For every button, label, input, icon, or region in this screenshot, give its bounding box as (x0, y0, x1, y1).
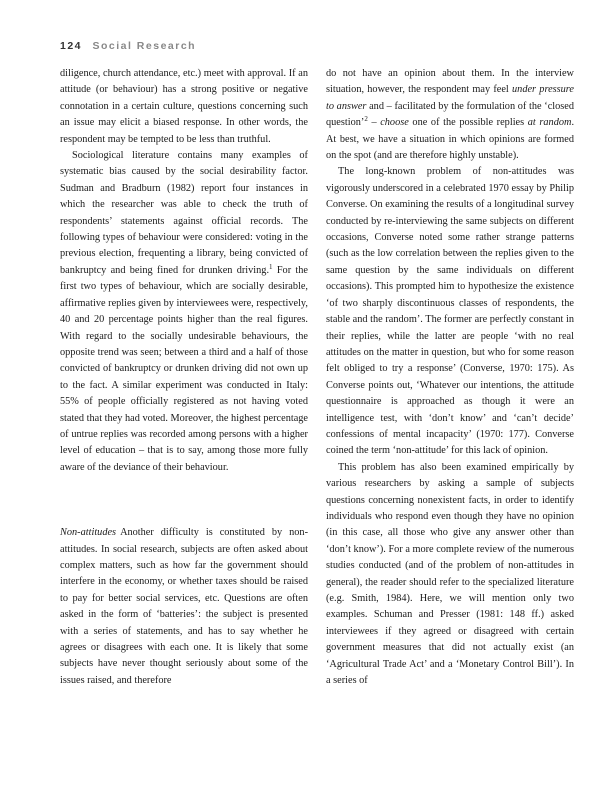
text-span: and – facilitated by the formulation of the ‘closed question’ (326, 100, 574, 129)
section-heading: Non-attitudes (60, 527, 117, 539)
text-span: do not have an opinion about them. In the interview situation, however, the respondent may feel (326, 68, 574, 96)
paragraph (60, 148, 308, 476)
text-span: one of the possible replies (408, 117, 528, 129)
text-span: For the first two types of behaviour, which are socially desirable, affirmative replies given by interviewees were, respectively, 40 and 20 percentage points higher than the real figures. With regard to the socially undesirable behaviours, the opposite trend was seen; between a third and a half of those convicted of bankruptcy or drunken driving did not own up to the fact. A similar experiment was conducted in Italy: 55% of people officially registered as not having voted stated that they had voted. Moreover, the highest percentage of untrue replies was recorded among persons with a higher level of education – that is to say, among those more fully aware of the deviance of their behaviour. (60, 264, 308, 473)
text-span: – (367, 117, 381, 129)
emphasis: under pressure to answer (326, 84, 574, 112)
left-column (60, 66, 308, 689)
text-span: Another difficulty is constituted by non-attitudes. In social research, subjects are often asked about complex matters, such as how far the government should interfere in the economy, or whether taxes should be raised to pay for better social services, etc. Questions are often asked in the form of ‘batteries’: the subject is presented with a series of statements, and has to say whether he agrees or disagrees with each one. It is likely that some subjects have never thought seriously about some of the issues raised, and therefore (60, 527, 308, 686)
footnote-marker: 1 (269, 262, 273, 271)
text-span: . At best, we have a situation in which opinions are formed on the spot (and are therefore highly unstable). (326, 117, 575, 162)
section-gap (60, 476, 308, 525)
right-column (326, 66, 574, 689)
paragraph (326, 66, 574, 164)
paragraph: diligence, church attendance, etc.) meet with approval. If an attitude (or behaviour) has a strong positive or negative connotation in a certain culture, questions concerning such an issue may elicit a biased response. In other words, the respondent may be tempted to be less than truthful. (60, 68, 308, 145)
emphasis: at random (527, 117, 572, 129)
running-header (60, 40, 196, 52)
page-number: 124 (60, 40, 83, 52)
emphasis: choose (380, 117, 409, 129)
paragraph: The long-known problem of non-attitudes was vigorously underscored in a celebrated 1970 essay by Philip Converse. On examining the results of a longitudinal survey conducted by re-interviewing the same subjects on different occasions, Converse noted some rather strange patterns (such as the low correlation between the replies given to the same question by the same individuals on different occasions). This prompted him to hypothesize the existence ‘of two sharply discontinuous classes of respondents, the stable and the random’. The former are perfectly constant in their replies, while the latter are people ‘with no real attitudes on the matter in question, but who for some reason felt obliged to try a response’ (Converse, 1970: 175). As Converse points out, ‘Whatever our intentions, the attitude questionnaire is approached as though it were an intelligence test, with ‘don’t know’ and ‘can’t decide’ confessions of mental incapacity’ (1970: 177). Converse coined the term ‘non-attitude’ for this lack of opinion. (326, 166, 574, 457)
running-title: Social Research (92, 40, 197, 52)
footnote-marker: 2 (364, 115, 368, 124)
text-span: Sociological literature contains many examples of systematic bias caused by the social desirability factor. Sudman and Bradburn (1982) report four instances in which the researcher was able to check the truth of respondents’ statements against official records. The following types of behaviour were considered: voting in the previous election, frequenting a library, being convicted of bankruptcy and being fined for drunken driving. (60, 150, 308, 276)
paragraph: This problem has also been examined empirically by various researchers by asking a sample of subjects questions concerning nonexistent facts, in order to identify individuals who respond even though they have no opinion (in this case, all those who give any answer other than ‘don’t know’). For a more complete review of the numerous studies conducted (and of the problem of non-attitudes in general), the reader should refer to the specialized literature (e.g. Smith, 1984). Here, we will mention only two examples. Schuman and Presser (1981: 148 ff.) asked interviewees if they agreed or disagreed with certain government measures that did not actually exist (an ‘Agricultural Trade Act’ and a ‘Monetary Control Bill’). In a series of (326, 461, 575, 687)
paragraph (60, 525, 308, 689)
